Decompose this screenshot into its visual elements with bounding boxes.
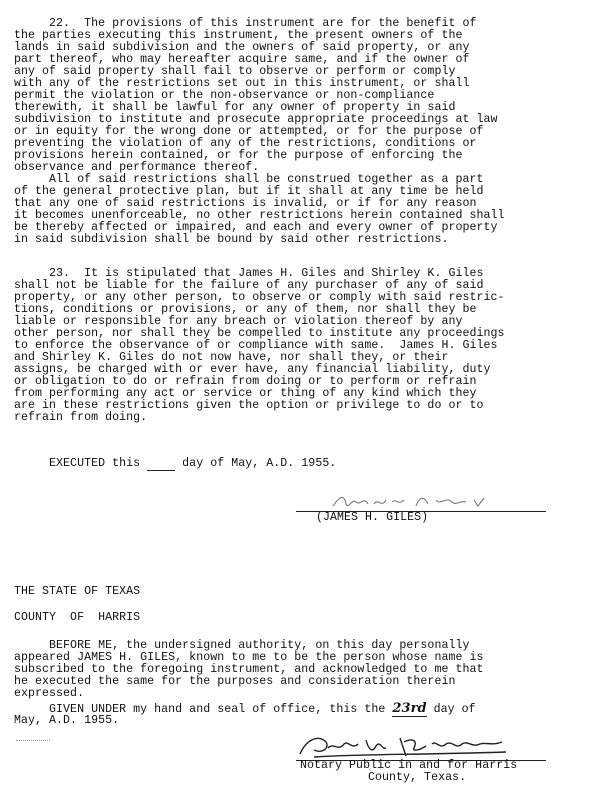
text-line: therewith, it shall be lawful for any owner of property in said (14, 101, 456, 114)
executed-suffix: day of May, A.D. 1955. (175, 457, 337, 470)
text-line: liable or responsible for any breach or violation thereof by any (14, 315, 463, 328)
text-line: of the general protective plan, but if it shall at any time be held (14, 185, 484, 198)
text-line: in said subdivision shall be bound by said other restrictions. (14, 233, 449, 246)
text-line: subdivision to institute and prosecute appropriate proceedings at law (14, 113, 498, 126)
text-line: refrain from doing. (14, 411, 148, 424)
given-suffix: day of (426, 703, 476, 716)
text-line: to enforce the observance of or compliance with same. James H. Giles (14, 339, 498, 352)
signature-notary (296, 730, 546, 762)
text-line: property, or any other person, to observe or comply with said restric- (14, 291, 505, 304)
text-line: that any one of said restrictions is invalid, or if for any reason (14, 197, 477, 210)
text-line: and Shirley K. Giles do not now have, nor shall they, or their (14, 351, 449, 364)
text-line: from performing any act or service or thing of any kind which they (14, 387, 477, 400)
text-line: observance and performance thereof. (14, 161, 260, 174)
text-line: other person, nor shall they be compelled to institute any proceedings (14, 327, 505, 340)
text-line: the parties executing this instrument, the present owners of the (14, 29, 463, 42)
notary-title: Notary Public in and for Harris (300, 759, 518, 772)
text-line: shall not be liable for the failure of any purchaser of any of said (14, 279, 484, 292)
handwritten-day: 23rd (392, 701, 427, 716)
text-line: be thereby affected or impaired, and each and every owner of property (14, 221, 498, 234)
text-line: assigns, be charged with or ever have, any financial liability, duty (14, 363, 491, 376)
executed-day-blank (147, 457, 175, 471)
state-heading: THE STATE OF TEXAS (14, 585, 141, 598)
text-line: 23. It is stipulated that James H. Giles and Shirley K. Giles (14, 267, 484, 280)
notary-county: County, Texas. (368, 771, 467, 784)
executed-prefix: EXECUTED this (14, 457, 148, 470)
text-line: provisions herein contained, or for the purpose of enforcing the (14, 149, 463, 162)
text-line: All of said restrictions shall be construed together as a part (14, 173, 484, 186)
county-heading: COUNTY OF HARRIS (14, 611, 141, 624)
text-line: permit the violation or the non-observance or non-compliance (14, 89, 435, 102)
signer-name: (JAMES H. GILES) (316, 511, 429, 524)
margin-mark (16, 740, 50, 741)
executed-line (14, 458, 336, 470)
text-line: or in equity for the wrong done or attempted, or for the purpose of (14, 125, 484, 138)
text-line: any of said property shall fail to observe or perform or comply (14, 65, 456, 78)
text-line: tions, conditions or provisions, or any of them, nor shall they be (14, 303, 477, 316)
text-line: with any of the restrictions set out in this instrument, or shall (14, 77, 470, 90)
given-date-line: May, A.D. 1955. (14, 714, 120, 727)
text-line: subscribed to the foregoing instrument, and acknowledged to me that (14, 663, 484, 676)
text-line: part thereof, who may hereafter acquire same, and if the owner of (14, 53, 470, 66)
text-line: or obligation to do or refrain from doing or to perform or refrain (14, 375, 477, 388)
text-line: are in these restrictions given the option or privilege to do or to (14, 399, 484, 412)
text-line: lands in said subdivision and the owners of said property, or any (14, 41, 470, 54)
text-line: 22. The provisions of this instrument are for the benefit of (14, 17, 477, 30)
text-line: it becomes unenforceable, no other restrictions herein contained shall (14, 209, 505, 222)
text-line: expressed. (14, 687, 85, 700)
text-line: he executed the same for the purposes and consideration therein (14, 675, 456, 688)
text-line: preventing the violation of any of the restrictions, conditions or (14, 137, 477, 150)
text-line: appeared JAMES H. GILES, known to me to be the person whose name is (14, 651, 484, 664)
given-prefix: GIVEN UNDER my hand and seal of office, this the (14, 703, 393, 716)
text-line: BEFORE ME, the undersigned authority, on this day personally (14, 639, 470, 652)
